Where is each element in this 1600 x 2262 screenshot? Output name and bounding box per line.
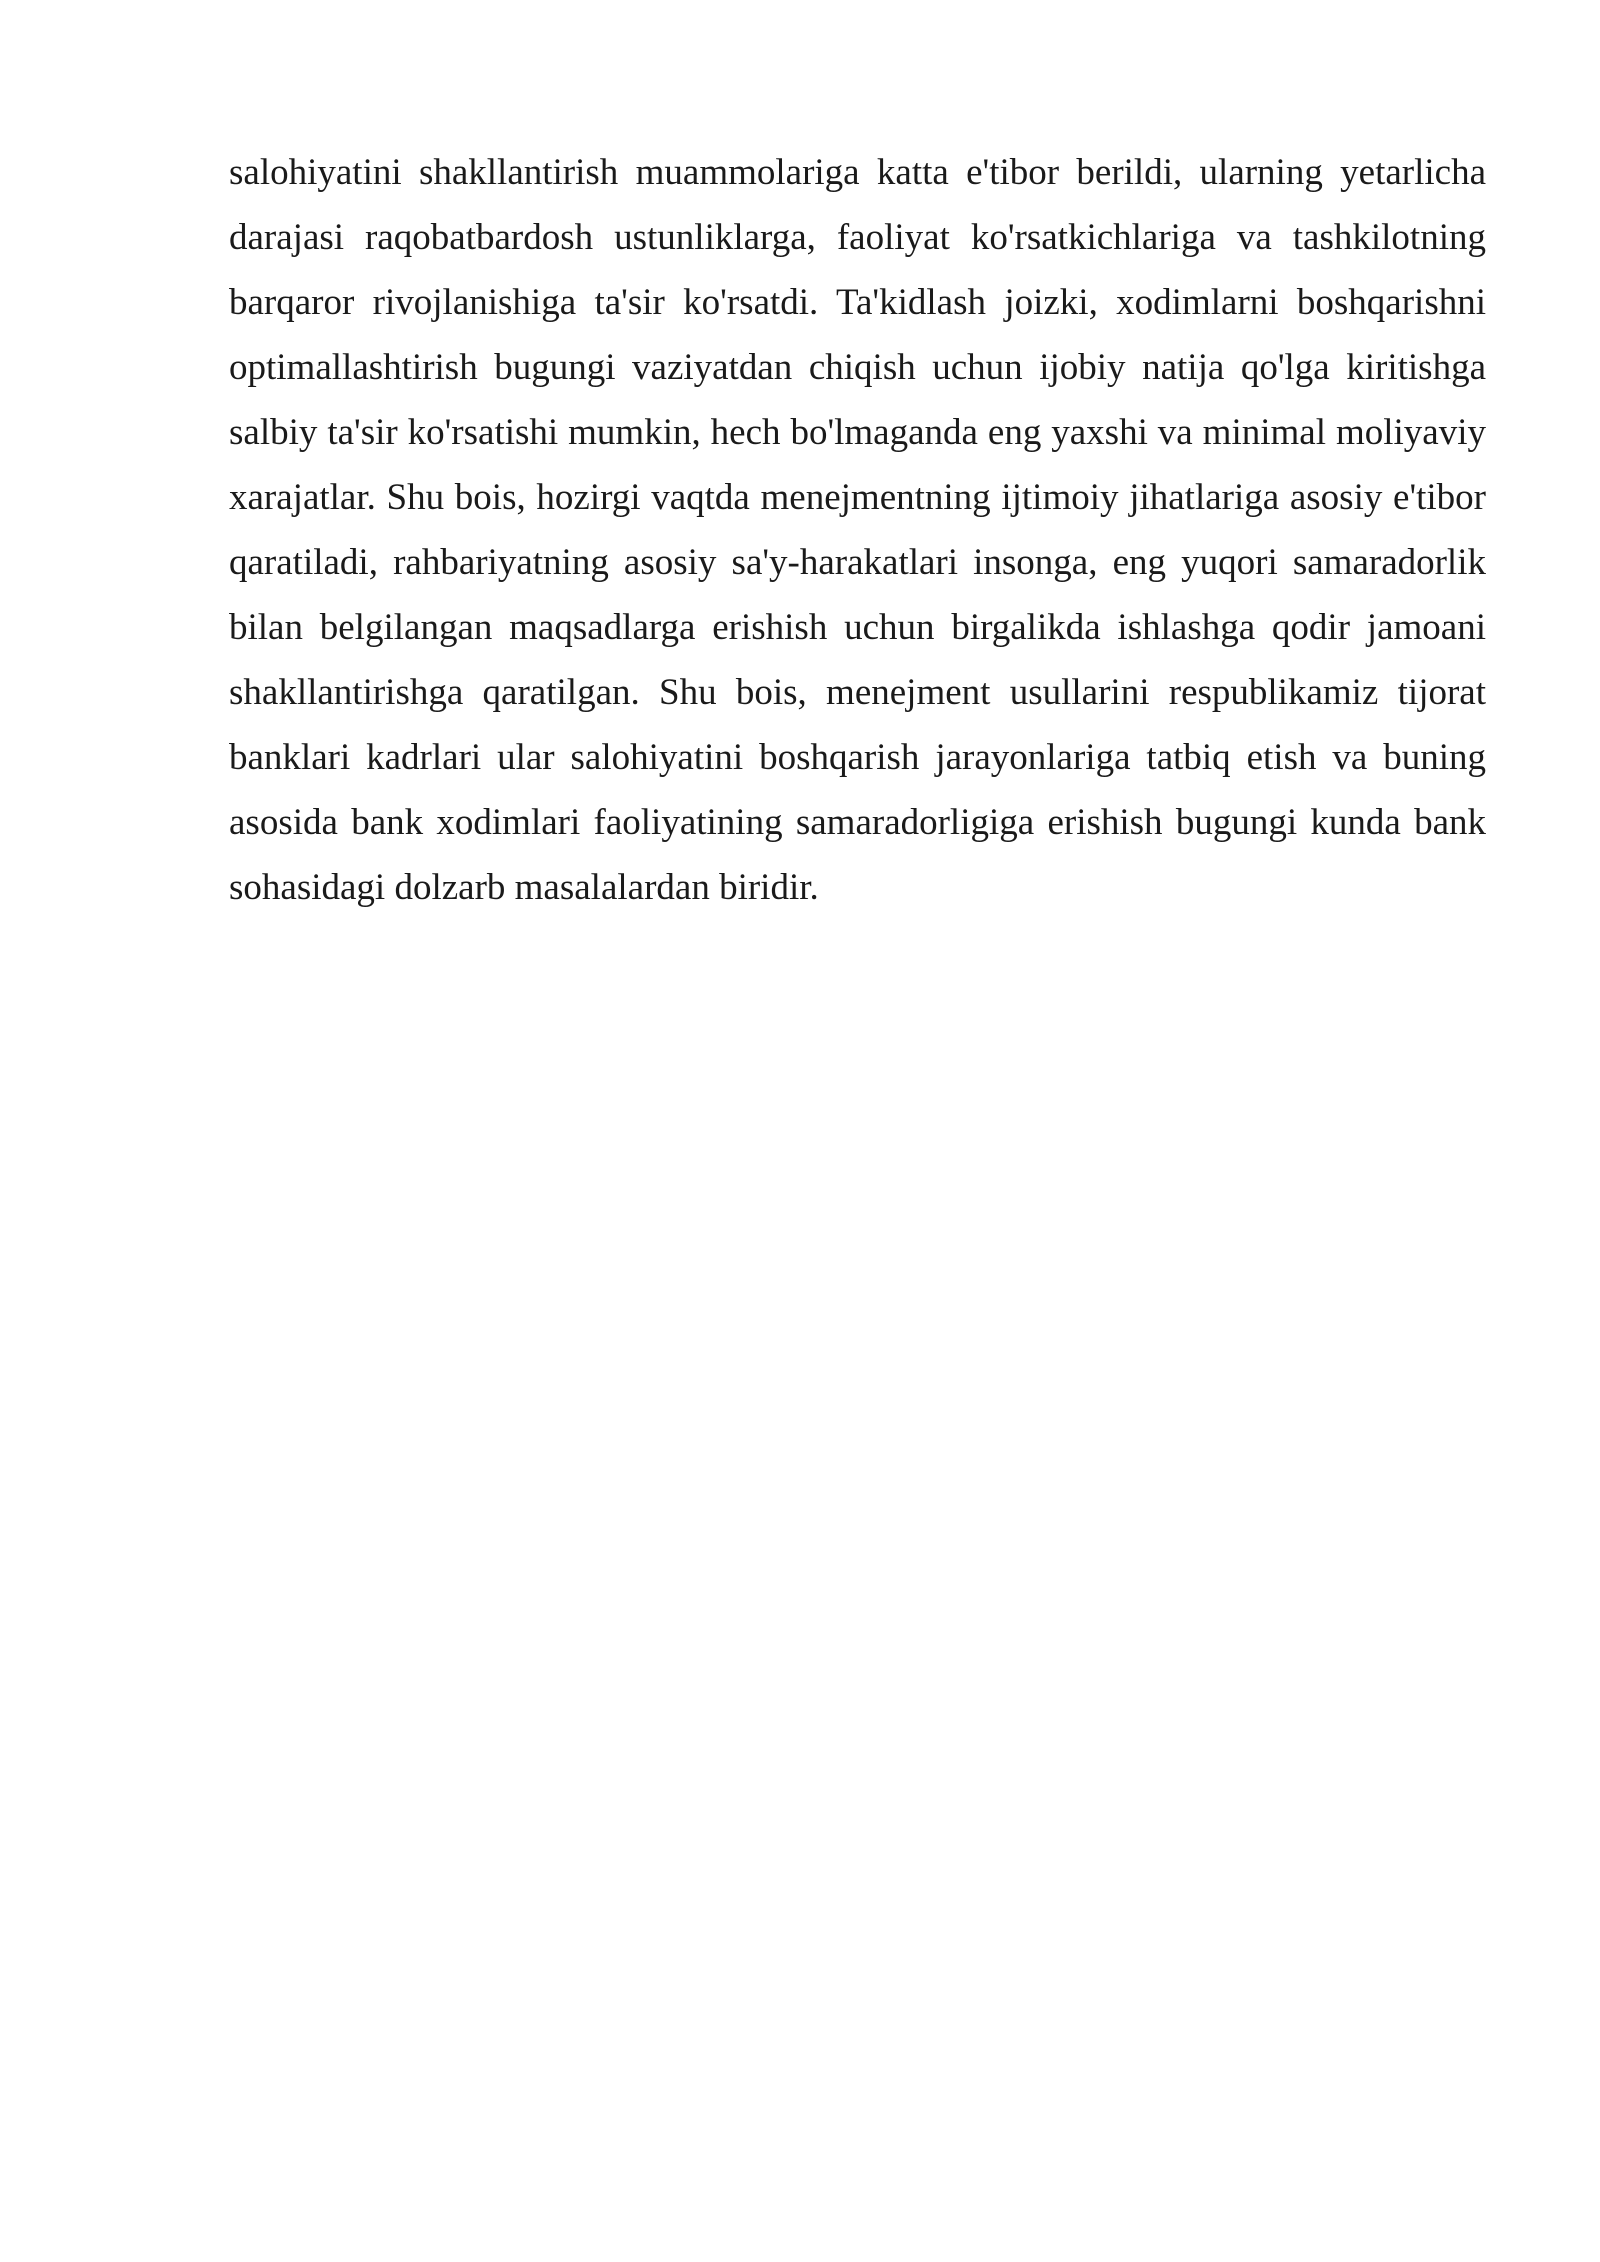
paragraph-line: barqaror rivojlanishiga ta'sir ko'rsatdi. Ta'kidlash joizki, xodimlarni boshqarishni: [229, 282, 1486, 323]
paragraph-line: sohasidagi dolzarb masalalardan biridir.: [229, 867, 819, 908]
paragraph-line: xarajatlar. Shu bois, hozirgi vaqtda menejmentning ijtimoiy jihatlariga asosiy e'tibor: [229, 477, 1486, 518]
paragraph-line: asosida bank xodimlari faoliyatining samaradorligiga erishish bugungi kunda bank: [229, 802, 1486, 843]
paragraph-line: salohiyatini shakllantirish muammolariga katta e'tibor berildi, ularning yetarlicha: [229, 152, 1486, 193]
paragraph-line: banklari kadrlari ular salohiyatini boshqarish jarayonlariga tatbiq etish va buning: [229, 737, 1486, 778]
paragraph-line: darajasi raqobatbardosh ustunliklarga, faoliyat ko'rsatkichlariga va tashkilotning: [229, 217, 1486, 258]
paragraph-line: shakllantirishga qaratilgan. Shu bois, menejment usullarini respublikamiz tijorat: [229, 672, 1486, 713]
paragraph-line: qaratiladi, rahbariyatning asosiy sa'y-harakatlari insonga, eng yuqori samaradorlik: [229, 542, 1486, 583]
paragraph-line: salbiy ta'sir ko'rsatishi mumkin, hech bo'lmaganda eng yaxshi va minimal moliyaviy: [229, 412, 1486, 453]
body-paragraph: [229, 140, 1486, 920]
paragraph-line: bilan belgilangan maqsadlarga erishish uchun birgalikda ishlashga qodir jamoani: [229, 607, 1486, 648]
paragraph-line: optimallashtirish bugungi vaziyatdan chiqish uchun ijobiy natija qo'lga kiritishga: [229, 347, 1486, 388]
